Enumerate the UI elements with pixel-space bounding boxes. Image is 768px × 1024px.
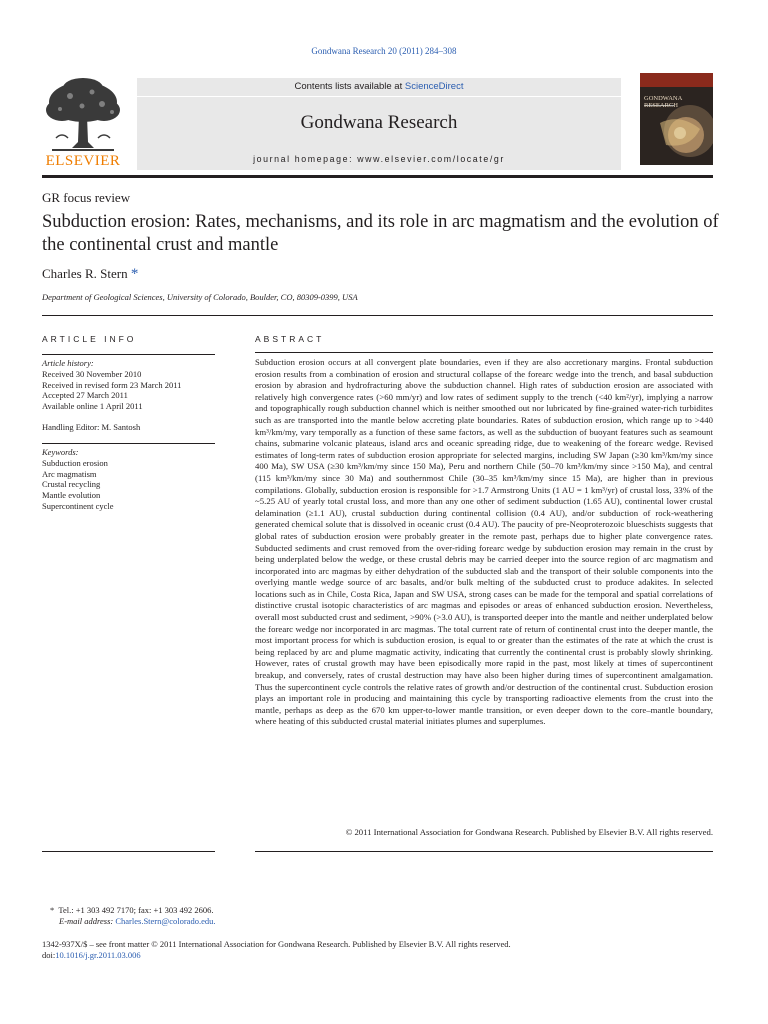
- article-info-bottom-rule: [42, 851, 215, 852]
- journal-citation[interactable]: Gondwana Research 20 (2011) 284–308: [311, 46, 457, 56]
- contact-phone: Tel.: +1 303 492 7170; fax: +1 303 492 2606.: [58, 905, 214, 915]
- abstract-heading: ABSTRACT: [255, 334, 325, 344]
- masthead-rule: [42, 175, 713, 178]
- doi-label: doi:: [42, 950, 56, 960]
- keyword-item: Mantle evolution: [42, 490, 101, 501]
- article-info-rule: [42, 354, 215, 355]
- keyword-item: Supercontinent cycle: [42, 500, 114, 511]
- abstract-rule: [255, 352, 713, 353]
- abstract-body: Subduction erosion occurs at all convergent plate boundaries, even if they are also accretionary margins. Frontal subduction erosion results from a combination of erosion and structural collapse of the forearc wedge into the trench, and basal subduction erosion by abrasion and hydrofracturing above the subduction channel. High rates of subduction erosion are associated with relatively high convergence rates (>60 mm/yr) and low rates of sediment supply to the trench (<40 km²/yr), implying a narrow and topographically rough subduction channel which is neither smoothed out nor lubricated by fine-grained water-rich turbidites such as are transported into the mantle below accreting plate boundaries. Rates of subduction erosion, which range up to >440 km³/km/my, vary temporally as a function of these same factors, as well as the subduction of buoyant features such as seamount chains, submarine volcanic plateaus, island arcs and oceanic spreading ridge, due to weakening of the forearc wedge. Revised estimates of long-term rates of subduction erosion appropriate for selected margins, including SW Japan (≥30 km³/km/my since 400 Ma), SW USA (≥30 km³/km/my since 150 Ma), Peru and northern Chile (50–70 km³/km/my since >150 Ma), and central (115 km³/km/my since 30 Ma) and southernmost Chile (30–35 km³/km/my since 15 Ma), are higher than in previous compilations. Globally, subduction erosion is responsible for >1.7 Armstrong Units (1 AU = 1 km³/yr) of crustal loss, 33% of the ~5.25 AU of yearly total crustal loss, and more than any one other of sediment subduction (1.65 AU), continental lower crustal delamination (≥1.1 AU), crustal subduction during continental collision (0.4 AU), and/or subduction of rock-weathering generated chemical solute that is dissolved in oceanic crust (0.4 AU). The paucity of pre-Neoproterozoic blueschists suggests that global rates of subduction erosion were probably greater in the remote past, perhaps due to higher plate convergence rates. Subducted sediments and crust removed from the over-riding forearc wedge by subduction erosion may remain in the crust by being underplated below the wedge, or these crustal debris may be carried deeper into the source region of arc magmatism and incorporated into arc magmas by either dehydration of the subducted slab and the transport of their soluble components into the overlying mantle wedge source of arc basalts, and/or bulk melting of the subducted crust to produce adakites. In selected locations such as in Chile, Costa Rica, Japan and SW USA, strong cases can be made for the temporal and spatial correlations of distinctive crustal isotopic characteristics of arc magmas and episodes or areas of enhanced subduction erosion. Nevertheless, overall most subducted crust and sediment, >90% (>3.0 AU), is transported deeper into the mantle and neither underplated below the forearc wedge nor incorporated in arc magmas. The total current rate of return of continental crust into the deeper mantle, the most important process for which is subduction erosion, is equal to or greater than the estimates of the rate at which the crust is being replaced by arc and plume magmatic activity, indicating that currently the continental crust is probably slowly shrinking. However, rates of crustal growth may have been episodically more rapid in the past, most likely at times of supercontinent breakup, and conversely, rates of crustal destruction may have also been higher during times of supercontinent amalgamation. Thus the supercontinent cycle controls the relative rates of growth and/or destruction of the continental crust. Subduction erosion plays an important role in producing and maintaining this cycle by transporting radioactive elements from the crust into the mantle, perhaps as deep as the 670 km upper-to-lower mantle transition, or even deeper down to the core–mantle boundary, where heating of this subducted crustal material initiates plumes and superplumes.: [255, 357, 713, 727]
- keyword-item: Subduction erosion: [42, 457, 108, 468]
- email-label: E-mail address:: [59, 916, 114, 926]
- issn-line: 1342-937X/$ – see front matter © 2011 International Association for Gondwana Research. Published by Elsevier B.V. All rights reserved.: [42, 939, 511, 949]
- footnote-mark: *: [50, 905, 55, 915]
- keywords-rule: [42, 443, 215, 444]
- front-matter: [42, 939, 511, 961]
- author-name[interactable]: Charles R. Stern: [42, 266, 128, 281]
- author-email-link[interactable]: Charles.Stern@colorado.edu.: [115, 916, 216, 926]
- cover-title: GONDWANA RESEARCH: [644, 95, 683, 109]
- keywords-list: [42, 447, 217, 512]
- publisher-wordmark: ELSEVIER: [45, 153, 121, 169]
- history-label: Article history:: [42, 358, 94, 368]
- journal-name: Gondwana Research: [300, 112, 458, 133]
- journal-cover[interactable]: [640, 73, 713, 165]
- article-history: [42, 358, 217, 433]
- copyright-line: © 2011 International Association for Gondwana Research. Published by Elsevier B.V. All rights reserved.: [345, 827, 713, 837]
- journal-masthead: [137, 78, 621, 170]
- journal-cover-image: [640, 73, 713, 165]
- keyword-item: Crustal recycling: [42, 479, 101, 490]
- abstract-bottom-rule: [255, 851, 713, 852]
- elsevier-logo[interactable]: [42, 76, 124, 170]
- doi-link[interactable]: 10.1016/j.gr.2011.03.006: [55, 950, 141, 960]
- author-affiliation: Department of Geological Sciences, University of Colorado, Boulder, CO, 80309-0399, USA: [42, 292, 358, 302]
- contents-prefix: Contents lists available at: [294, 81, 405, 92]
- history-revised: Received in revised form 23 March 2011: [42, 379, 182, 390]
- history-accepted: Accepted 27 March 2011: [42, 390, 128, 401]
- sciencedirect-link[interactable]: ScienceDirect: [404, 81, 464, 92]
- article-title: Subduction erosion: Rates, mechanisms, and its role in arc magmatism and the evolution of the continental crust and mantle: [42, 212, 719, 255]
- tree-icon: [42, 76, 124, 156]
- keywords-label: Keywords:: [42, 447, 79, 457]
- corresponding-author-mark[interactable]: *: [130, 266, 139, 282]
- contents-line: [137, 81, 621, 92]
- history-online: Available online 1 April 2011: [42, 401, 143, 412]
- history-received: Received 30 November 2010: [42, 368, 142, 379]
- author-line: [42, 266, 138, 283]
- keyword-item: Arc magmatism: [42, 468, 97, 479]
- article-type: GR focus review: [42, 190, 131, 205]
- corresponding-author-footnote: [50, 905, 215, 927]
- article-info-heading: ARTICLE INFO: [42, 334, 137, 344]
- handling-editor: Handling Editor: M. Santosh: [42, 421, 141, 432]
- journal-homepage[interactable]: journal homepage: www.elsevier.com/locate/gr: [253, 154, 505, 164]
- affiliation-rule: [42, 315, 713, 316]
